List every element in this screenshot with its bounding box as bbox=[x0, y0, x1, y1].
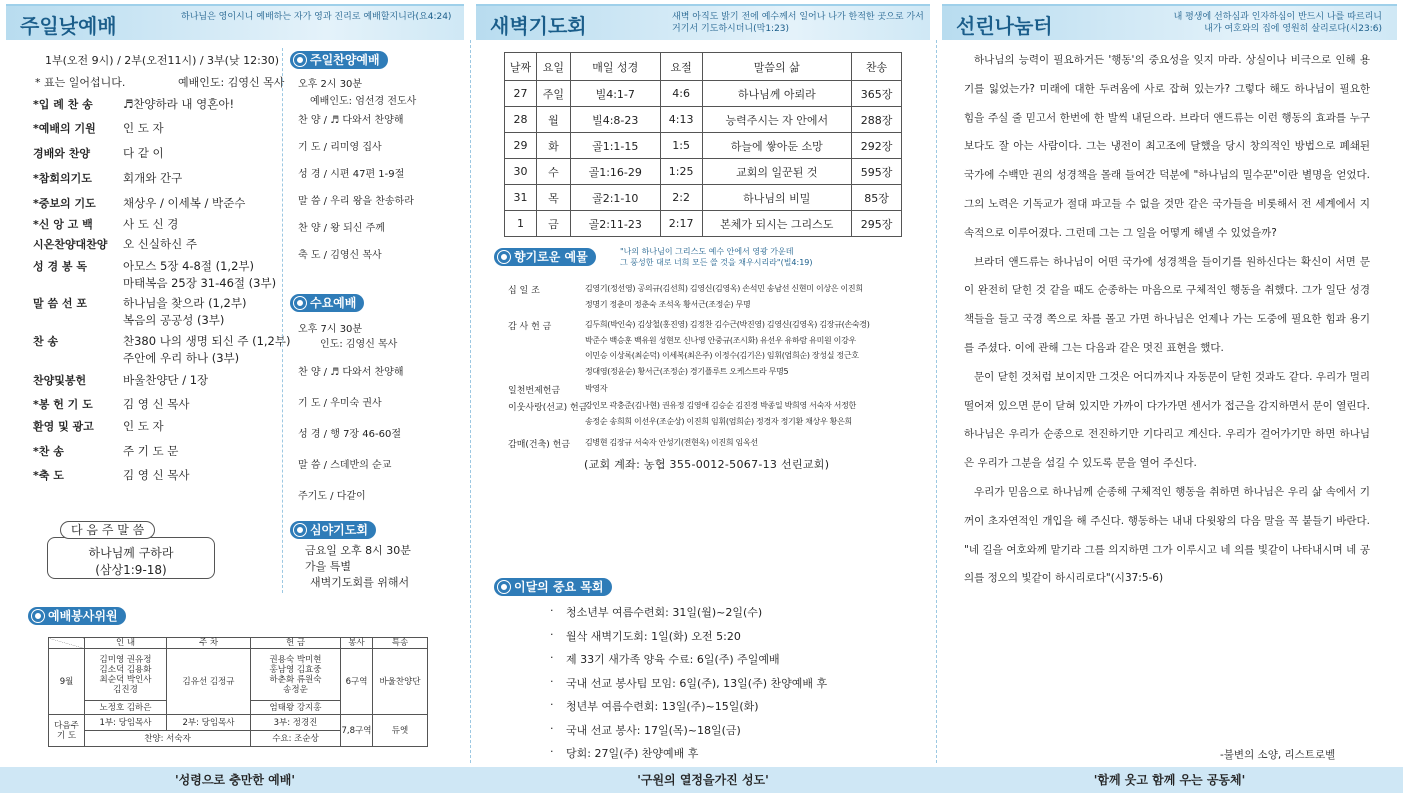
table-cell: 본체가 되시는 그리스도 bbox=[702, 211, 852, 237]
night-badge bbox=[290, 521, 376, 539]
prayer-cell: 찬양: 서숙자 bbox=[85, 731, 251, 747]
order-value: ♬찬양하라 내 영혼아! bbox=[123, 97, 235, 111]
table-cell: 능력주시는 자 안에서 bbox=[702, 107, 852, 133]
table-cell: 4:6 bbox=[660, 81, 702, 107]
table-cell: 하늘에 쌓아둔 소망 bbox=[702, 133, 852, 159]
table-row bbox=[505, 133, 902, 159]
offering-names: 강인모 곽충준(김나현) 권유정 김영애 김승순 김진경 박종일 박희영 서숙자 서정한 bbox=[585, 401, 856, 410]
offering-names: 박영자 bbox=[585, 384, 608, 393]
offering-cell: 엄태왕 강지홍 bbox=[251, 701, 341, 715]
order-value: 채상우 / 이세복 / 박준수 bbox=[123, 196, 246, 210]
service-cell: 7,8구역 bbox=[341, 715, 373, 747]
order-value: 하나님을 찾으라 (1,2부) bbox=[123, 296, 247, 310]
order-value: 주안에 우리 하나 (3부) bbox=[123, 351, 240, 365]
praise-title: 주일찬양예배 bbox=[310, 53, 380, 67]
col-header: 인 내 bbox=[85, 638, 167, 649]
night-line: 가을 특별 bbox=[305, 560, 352, 573]
order-label: 환영 및 광고 bbox=[33, 420, 94, 433]
night-title: 심야기도회 bbox=[310, 523, 368, 537]
order-value: 다 같 이 bbox=[123, 146, 164, 160]
table-cell: 교회의 일꾼된 것 bbox=[702, 159, 852, 185]
table-cell: 1:25 bbox=[660, 159, 702, 185]
divider bbox=[470, 40, 471, 763]
col-header: 봉사 bbox=[341, 638, 373, 649]
header-verse: 하나님은 영이시니 예배하는 자가 영과 진리로 예배할지니라(요4:24) bbox=[181, 12, 452, 22]
section-title: 새벽기도회 bbox=[490, 14, 587, 38]
bullet-icon: · bbox=[550, 698, 554, 711]
essay-body bbox=[964, 46, 1370, 593]
order-label: 찬 송 bbox=[33, 335, 59, 348]
prayer-cell: 2부: 당임목사 bbox=[167, 715, 251, 731]
event-item: 국내 선교 봉사팀 모임: 6일(주), 13일(주) 찬양예배 후 bbox=[566, 676, 828, 690]
order-value: 김 영 신 목사 bbox=[123, 397, 190, 411]
sharing-header bbox=[942, 4, 1397, 40]
offering-label: 감 사 헌 금 bbox=[508, 322, 552, 332]
table-cell: 하나님의 비밀 bbox=[702, 185, 852, 211]
table-cell: 30 bbox=[505, 159, 537, 185]
table-cell: 금 bbox=[536, 211, 570, 237]
table-row bbox=[505, 107, 902, 133]
next-word-box bbox=[47, 537, 215, 579]
essay-paragraph: 우리가 믿음으로 하나님께 순종해 구체적인 행동을 취하면 하나님은 우리 삶 속에서 기꺼이 초자연적인 개입을 해 주신다. 행동하는 내내 다윗왕의 다음 말을 꼭 붙들기 바란다. "네 길을 여호와께 맡기라 그를 의지하면 그가 이루시고 네 의를 빛같이 나타내시며 네 공의를 정오의 빛같이 하시리로다"(시37:5-6) bbox=[964, 485, 1370, 585]
order-label: 말 씀 선 포 bbox=[33, 297, 87, 310]
table-row bbox=[505, 185, 902, 211]
offering-cell: 권용숙 박미현 홍남영 김효중 하춘화 류원숙 송정운 bbox=[251, 649, 341, 701]
table-cell: 288장 bbox=[852, 107, 902, 133]
footer-motto: '함께 웃고 함께 우는 공동체' bbox=[936, 767, 1403, 793]
circle-bullet-icon bbox=[294, 524, 306, 536]
order-value: 사 도 신 경 bbox=[123, 217, 179, 231]
committee-badge bbox=[28, 607, 126, 625]
praise-badge bbox=[290, 51, 388, 69]
order-label: *봉 헌 기 도 bbox=[33, 398, 93, 411]
next-word-text: 하나님께 구하라 bbox=[88, 546, 174, 560]
events-badge bbox=[494, 578, 612, 596]
table-cell: 주일 bbox=[536, 81, 570, 107]
order-value: 회개와 간구 bbox=[123, 171, 183, 185]
song-cell: 바울찬양단 bbox=[373, 649, 428, 715]
divider bbox=[936, 40, 937, 763]
table-header-cell: 매일 성경 bbox=[570, 53, 660, 81]
song-cell: 듀엣 bbox=[373, 715, 428, 747]
night-line: 새벽기도회를 위해서 bbox=[310, 576, 410, 589]
guide-cell: 김미영 권유정 김소덕 김용화 최순덕 박인사 김진경 bbox=[85, 649, 167, 701]
table-header-cell: 날짜 bbox=[505, 53, 537, 81]
offering-names: 김두희(박인숙) 김상철(홍진영) 김정찬 김수근(박진영) 김영신(김영옥) 김장규(손숙경) bbox=[585, 320, 870, 329]
wed-item: 찬 양 / ♬ 다와서 찬양해 bbox=[298, 367, 404, 378]
bullet-icon: · bbox=[550, 674, 554, 688]
circle-bullet-icon bbox=[498, 581, 510, 593]
event-item: 국내 선교 봉사: 17일(목)~18일(금) bbox=[566, 723, 741, 737]
table-cell: 하나님께 아뢰라 bbox=[702, 81, 852, 107]
sunday-worship-header bbox=[6, 4, 464, 40]
guide-cell: 노정호 김하은 bbox=[85, 701, 167, 715]
offering-title: 향기로운 예물 bbox=[514, 250, 588, 264]
order-label: *참회의기도 bbox=[33, 172, 92, 185]
offering-label: 감매(건축) 헌금 bbox=[508, 440, 571, 450]
table-cell: 292장 bbox=[852, 133, 902, 159]
offering-names: 박준수 백승훈 백유원 성현모 신나영 안중규(조시화) 유선우 유하람 유미원 이강우 bbox=[585, 335, 856, 345]
table-cell: 골1:16-29 bbox=[570, 159, 660, 185]
bullet-icon: · bbox=[550, 721, 554, 735]
next-word-tag: 다 음 주 말 씀 bbox=[60, 521, 155, 539]
bullet-icon: · bbox=[550, 745, 554, 758]
circle-bullet-icon bbox=[294, 54, 306, 66]
table-cell: 1:5 bbox=[660, 133, 702, 159]
praise-item: 찬 양 / ♬ 다와서 찬양해 bbox=[298, 115, 404, 126]
event-item: 청소년부 여름수련회: 31일(월)~2일(수) bbox=[566, 606, 763, 619]
wed-time: 오후 7시 30분 bbox=[298, 324, 363, 335]
offering-names: (교회 계좌: 농협 355-0012-5067-13 선린교회) bbox=[584, 458, 830, 471]
col-header: 헌 금 bbox=[251, 638, 341, 649]
table-cell: 27 bbox=[505, 81, 537, 107]
order-label: *신 앙 고 백 bbox=[33, 218, 93, 231]
offering-verse: "나의 하나님이 그리스도 예수 안에서 영광 가운데 그 풍성한 대로 너희 모든 쓸 것을 채우시리라"(빌4:19) bbox=[620, 247, 813, 267]
wed-title: 수요예배 bbox=[310, 296, 357, 310]
order-value: 인 도 자 bbox=[123, 121, 164, 135]
dawn-prayer-header bbox=[476, 4, 930, 40]
section-title: 주일낮예배 bbox=[20, 14, 117, 38]
offering-names: 김병현 김장규 서숙자 안성기(전현옥) 이진희 임옥선 bbox=[585, 438, 758, 447]
table-row bbox=[505, 211, 902, 237]
event-item: 제 33기 새가족 양육 수료: 6일(주) 주일예배 bbox=[566, 653, 780, 666]
table-cell: 골2:1-10 bbox=[570, 185, 660, 211]
praise-item: 기 도 / 리미영 집사 bbox=[298, 142, 382, 153]
praise-item: 말 씀 / 우리 왕을 찬송하라 bbox=[298, 196, 414, 207]
table-corner bbox=[49, 638, 85, 649]
order-value: 주 기 도 문 bbox=[123, 444, 179, 458]
col-header: 특송 bbox=[373, 638, 428, 649]
wed-item: 기 도 / 우미숙 권사 bbox=[298, 398, 382, 409]
table-cell: 29 bbox=[505, 133, 537, 159]
order-value: 인 도 자 bbox=[123, 419, 164, 433]
stand-note: * 표는 일어섭니다. bbox=[35, 76, 126, 89]
table-header-cell: 요일 bbox=[536, 53, 570, 81]
prayer-cell: 3부: 정경진 bbox=[251, 715, 341, 731]
events-title: 이달의 중요 목회 bbox=[514, 580, 604, 594]
table-cell: 화 bbox=[536, 133, 570, 159]
offering-names: 정대영(정윤순) 황서근(조정순) 경기플루트 오케스트라 무명5 bbox=[585, 366, 789, 376]
table-header-cell: 말씀의 삶 bbox=[702, 53, 852, 81]
next-word-ref: (삼상1:9-18) bbox=[95, 563, 167, 577]
essay-source: -불변의 소양, 리스트로벨 bbox=[1220, 749, 1336, 761]
table-row bbox=[505, 81, 902, 107]
table-cell: 85장 bbox=[852, 185, 902, 211]
offering-names: 김영기(정선영) 공의규(김선희) 김영신(김영옥) 손석민 송남선 신현미 이상은 이진희 bbox=[585, 284, 863, 293]
table-cell: 1 bbox=[505, 211, 537, 237]
table-cell: 4:13 bbox=[660, 107, 702, 133]
table-cell: 빌4:8-23 bbox=[570, 107, 660, 133]
night-line: 금요일 오후 8시 30분 bbox=[305, 544, 411, 557]
dawn-prayer-column bbox=[470, 0, 936, 793]
order-label: 찬양및봉헌 bbox=[33, 374, 87, 387]
event-item: 당회: 27일(주) 찬양예배 후 bbox=[566, 747, 699, 760]
order-value: 김 영 신 목사 bbox=[123, 468, 190, 482]
table-cell: 2:2 bbox=[660, 185, 702, 211]
order-label: *찬 송 bbox=[33, 445, 64, 458]
praise-leader: 예배인도: 엄선경 전도사 bbox=[310, 96, 417, 107]
wed-item: 성 경 / 행 7장 46-60절 bbox=[298, 429, 401, 440]
prayer-cell: 수요: 조순상 bbox=[251, 731, 341, 747]
bullet-icon: · bbox=[550, 651, 554, 664]
footer-motto: '성령으로 충만한 예배' bbox=[0, 767, 470, 793]
circle-bullet-icon bbox=[294, 297, 306, 309]
offering-label: 십 일 조 bbox=[508, 286, 540, 296]
offering-names: 정명기 정춘미 정춘숙 조석옥 황서근(조정순) 무명 bbox=[585, 299, 751, 309]
prayer-cell: 1부: 당임목사 bbox=[85, 715, 167, 731]
footer-motto: '구원의 열정을가진 성도' bbox=[470, 767, 936, 793]
essay-paragraph: 브라더 앤드류는 하나님이 어떤 국가에 성경책을 들이기를 원하신다는 확신이 서면 문이 완전히 닫힌 것 같을 때도 순종하는 마음으로 구체적인 행동을 취했다. 그가 일단 성경책들을 들고 국경 쪽으로 차를 몰고 가면 하나님은 언제나 가는 도중에 필요한 힘과 용기를 주셨다. 이에 관해 그는 다음과 같은 멋진 표현을 했다. bbox=[964, 255, 1370, 354]
circle-bullet-icon bbox=[32, 610, 44, 622]
wed-item: 말 씀 / 스데반의 순교 bbox=[298, 460, 392, 471]
order-label: *예배의 기원 bbox=[33, 122, 96, 135]
table-cell: 595장 bbox=[852, 159, 902, 185]
table-cell: 31 bbox=[505, 185, 537, 211]
committee-title: 예배봉사위원 bbox=[48, 609, 118, 623]
order-label: *중보의 기도 bbox=[33, 197, 96, 210]
section-title: 선린나눔터 bbox=[956, 14, 1053, 38]
table-cell: 골1:1-15 bbox=[570, 133, 660, 159]
event-item: 월삭 새벽기도회: 1일(화) 오전 5:20 bbox=[566, 629, 741, 643]
worship-leader: 예배인도: 김영신 목사 bbox=[178, 76, 285, 89]
table-cell: 2:17 bbox=[660, 211, 702, 237]
offering-label: 이웃사랑(선교) 헌금 bbox=[508, 403, 588, 413]
order-label: *축 도 bbox=[33, 469, 64, 482]
order-value: 복음의 공공성 (3부) bbox=[123, 313, 225, 327]
table-cell: 월 bbox=[536, 107, 570, 133]
table-cell: 295장 bbox=[852, 211, 902, 237]
order-value: 오 신실하신 주 bbox=[123, 237, 197, 251]
table-cell: 빌4:1-7 bbox=[570, 81, 660, 107]
order-label: 시온찬양대찬양 bbox=[33, 238, 108, 251]
circle-bullet-icon bbox=[498, 251, 510, 263]
order-label: 성 경 봉 독 bbox=[33, 260, 87, 273]
table-cell: 골2:11-23 bbox=[570, 211, 660, 237]
wed-badge bbox=[290, 294, 364, 312]
committee-table bbox=[48, 637, 428, 747]
header-verse: 새벽 아직도 밝기 전에 예수께서 일어나 나가 한적한 곳으로 가서 거기서 기도하시더니(막1:23) bbox=[672, 12, 924, 34]
offering-names: 송정순 송희희 이선우(조순상) 이진희 임휘(엄희순) 정경자 정기환 채상우 황은희 bbox=[585, 416, 852, 426]
offering-badge bbox=[494, 248, 596, 266]
table-header-cell: 요절 bbox=[660, 53, 702, 81]
parking-cell: 김유선 김정규 bbox=[167, 649, 251, 715]
order-value: 바울찬양단 / 1장 bbox=[123, 373, 209, 387]
table-cell: 목 bbox=[536, 185, 570, 211]
order-label: 경배와 찬양 bbox=[33, 147, 90, 160]
sharing-column bbox=[936, 0, 1403, 793]
table-cell: 28 bbox=[505, 107, 537, 133]
offering-names: 이민승 이상록(최순덕) 이세복(최은주) 이정수(김기은) 임휘(엄희순) 장성실 정근호 bbox=[585, 351, 859, 360]
order-value: 아모스 5장 4-8절 (1,2부) bbox=[123, 259, 254, 273]
essay-paragraph: 문이 닫힌 것처럼 보이지만 그것은 어디까지나 자동문이 닫힌 것과도 같다. 우리가 멀리 떨어져 있으면 문이 닫혀 있지만 가까이 다가가면 센서가 접근을 감지하면서 문이 열린다. 하나님은 우리가 순종으로 전진하기만 기다리고 계신다. 우리가 걸어가기만 하면 하나님은 우리가 그분을 섬길 수 있도록 문을 열어 주신다. bbox=[964, 370, 1370, 470]
order-value: 찬380 나의 생명 되신 주 (1,2부) bbox=[123, 334, 291, 348]
bullet-icon: · bbox=[550, 627, 554, 641]
bullet-icon: · bbox=[550, 604, 554, 617]
month-label: 9월 bbox=[49, 649, 85, 715]
header-verse: 내 평생에 선하심과 인자하심이 반드시 나를 따르리니 내가 여호와의 집에 영원히 살리로다(시23:6) bbox=[1173, 12, 1382, 34]
event-item: 청년부 여름수련회: 13일(주)~15일(화) bbox=[566, 700, 759, 713]
praise-item: 축 도 / 김영신 목사 bbox=[298, 250, 382, 261]
service-times: 1부(오전 9시) / 2부(오전11시) / 3부(낮 12:30) bbox=[45, 54, 280, 67]
wed-leader: 인도: 김영신 목사 bbox=[320, 339, 398, 350]
praise-item: 찬 양 / 왕 되신 주께 bbox=[298, 223, 385, 234]
table-cell: 수 bbox=[536, 159, 570, 185]
essay-paragraph: 하나님의 능력이 필요하거든 '행동'의 중요성을 잊지 마라. 상실이나 비극으로 인해 용기를 잃었는가? 미래에 대한 두려움에 사로 잡혀 있는가? 그렇다 해도 하나님이 필요한 힘을 주실 줄 믿고서 한번에 한 발씩 내딛으라. 브라더 앤드류는 이런 행동의 효과를 누구보다도 잘 아는 사람이다. 그는 냉전이 최고조에 달했을 당시 창의적인 방법으로 폐쇄된 국가에 수백만 권의 성경책을 몰래 들여간 덕분에 "하나님의 밀수꾼"이란 별명을 얻었다. 그의 노력은 기독교가 절대 파고들 수 없을 것만 같은 국가들을 비롯해서 전 세계에서 지속적으로 이루어졌다. 그런데 그는 그 일을 어떻게 해낼 수 있었을까? bbox=[964, 54, 1370, 239]
sunday-worship-column bbox=[0, 0, 470, 793]
col-header: 주 차 bbox=[167, 638, 251, 649]
table-header-cell: 찬송 bbox=[852, 53, 902, 81]
praise-time: 오후 2시 30분 bbox=[298, 79, 363, 90]
order-label: *입 례 찬 송 bbox=[33, 98, 93, 111]
offering-label: 일천번제헌금 bbox=[508, 386, 561, 396]
wed-item: 주기도 / 다같이 bbox=[298, 491, 366, 502]
order-value: 마태복음 25장 31-46절 (3부) bbox=[123, 276, 277, 290]
table-row bbox=[505, 159, 902, 185]
next-label: 다음주 기 도 bbox=[49, 715, 85, 747]
service-cell: 6구역 bbox=[341, 649, 373, 715]
praise-item: 성 경 / 시편 47편 1-9절 bbox=[298, 169, 405, 180]
divider bbox=[282, 48, 283, 593]
daily-bible-table bbox=[504, 52, 902, 237]
table-cell: 365장 bbox=[852, 81, 902, 107]
